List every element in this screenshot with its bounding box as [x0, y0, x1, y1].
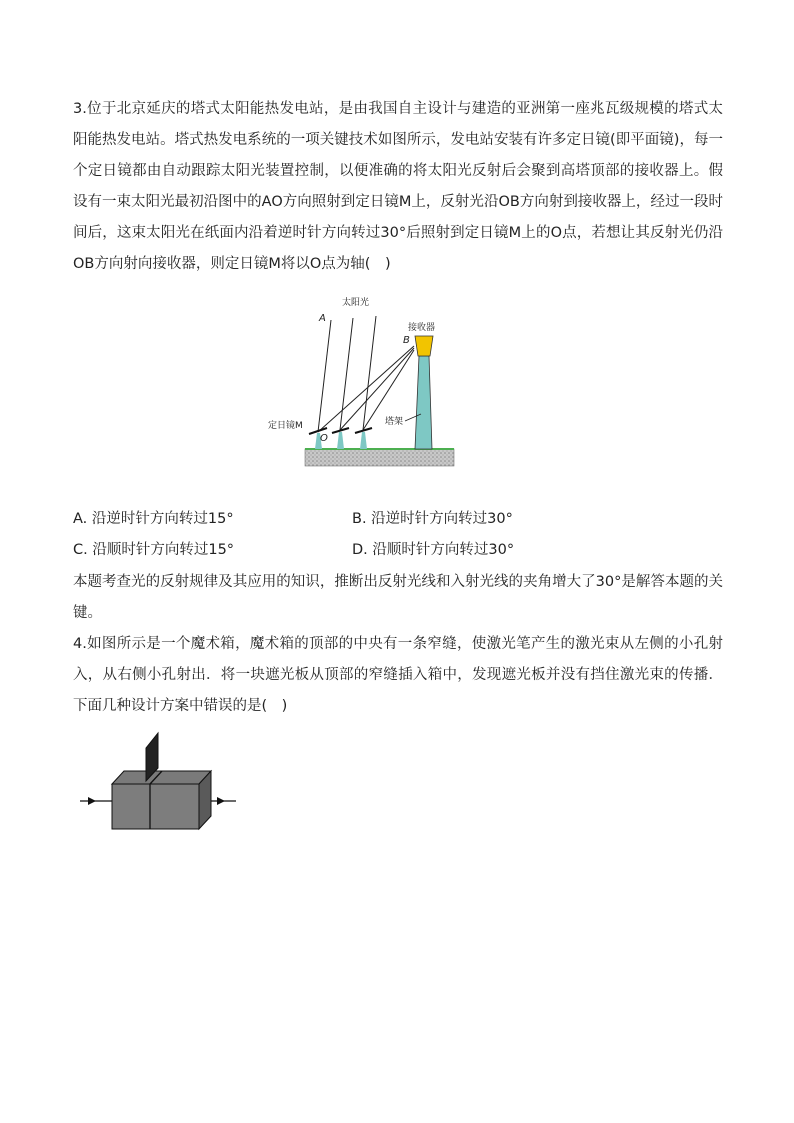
- label-receiver: 接收器: [408, 323, 436, 333]
- option-D[interactable]: D. 沿顺时针方向转过30°: [352, 542, 515, 558]
- question-3-stem: 3.位于北京延庆的塔式太阳能热发电站，是由我国自主设计与建造的亚洲第一座兆瓦级规模的塔式太阳能热发电站。塔式热发电系统的一项关键技术如图所示，发电站安装有许多定日镜(即平面镜)，每一个定日镜都由自动跟踪太阳光装置控制，以便准确的将太阳光反射后会聚到高塔顶部的接收器上。假设有一束太阳光最初沿图中的AO方向照射到定日镜M上，反射光沿OB方向射到接收器上，经过一段时间后，这束太阳光在纸面内沿着逆时针方向转过30°后照射到定日镜M上的O点，若想让其反射光仍沿OB方向射向接收器，则定日镜M将以O点为轴( ): [73, 101, 723, 272]
- laser-arrow-in: [88, 797, 96, 805]
- mirror-stand-3: [360, 432, 367, 449]
- label-sun: 太阳光: [342, 298, 370, 308]
- ground-block: [305, 449, 454, 466]
- label-mirror: 定日镜M: [268, 421, 303, 431]
- question-3-analysis: 本题考查光的反射规律及其应用的知识，推断出反射光线和入射光线的夹角增大了30°是解答本题的关键。: [73, 574, 723, 621]
- sun-ray-2: [340, 318, 353, 430]
- box-front: [112, 784, 199, 829]
- option-B[interactable]: B. 沿逆时针方向转过30°: [352, 511, 513, 527]
- option-A[interactable]: A. 沿逆时针方向转过15°: [73, 511, 234, 527]
- heliostat-figure: [262, 292, 462, 472]
- tower: [415, 356, 432, 449]
- question-4-stem: 4.如图所示是一个魔术箱，魔术箱的顶部的中央有一条窄缝，使激光笔产生的激光束从左侧的小孔射入，从右侧小孔射出．将一块遮光板从顶部的窄缝插入箱中，发现遮光板并没有挡住激光束的传播．下面几种设计方案中错误的是( ): [73, 636, 723, 714]
- label-tower: 塔架: [385, 417, 404, 427]
- option-C[interactable]: C. 沿顺时针方向转过15°: [73, 542, 235, 558]
- label-B: B: [403, 335, 410, 346]
- box-top: [112, 771, 211, 784]
- sun-ray-A: [318, 320, 331, 432]
- label-O: O: [320, 433, 328, 444]
- receiver: [415, 336, 433, 356]
- mirror-stand-2: [337, 432, 344, 449]
- laser-arrow-out: [217, 797, 225, 805]
- magic-box-figure: [78, 730, 238, 835]
- label-A: A: [319, 313, 326, 324]
